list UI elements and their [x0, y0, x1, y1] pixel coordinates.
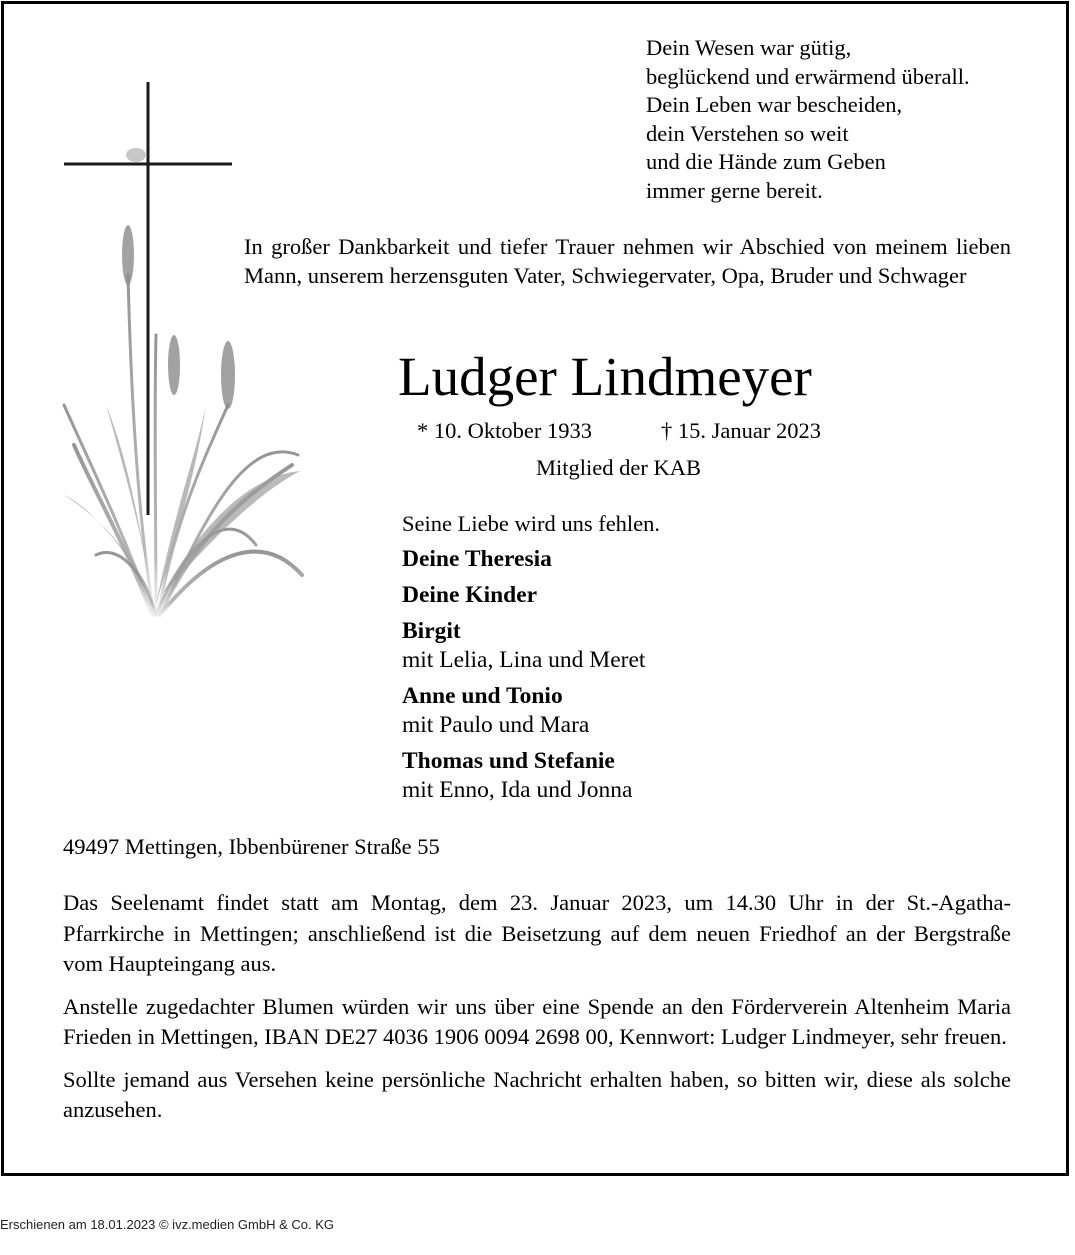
deceased-name: Ludger Lindmeyer — [398, 346, 812, 407]
mourner-name: Birgit — [402, 618, 461, 644]
poem-line: dein Verstehen so weit — [646, 120, 849, 146]
birth-date: * 10. Oktober 1933 — [417, 418, 592, 443]
mourner-family: mit Paulo und Mara — [402, 712, 590, 738]
mourners-lead-text: Seine Liebe wird uns fehlen. — [402, 511, 661, 536]
mourner-name: Deine Theresia — [402, 546, 552, 572]
publication-footer: Erschienen am 18.01.2023 © ivz.medien GmbH & Co. KG — [0, 1217, 335, 1232]
mourners-list — [402, 509, 1022, 812]
mourner-family: mit Lelia, Lina und Meret — [402, 647, 646, 673]
notice-paragraphs — [63, 888, 1011, 1138]
poem-line: Dein Leben war bescheiden, — [646, 92, 903, 118]
mourner-group — [402, 747, 1022, 805]
death-date: † 15. Januar 2023 — [661, 418, 821, 443]
mourner-family: mit Enno, Ida und Jonna — [402, 777, 633, 803]
notification-paragraph: Sollte jemand aus Versehen keine persönliche Nachricht erhalten haben, so bitten wir, diese als solche anzusehen. — [63, 1066, 1011, 1122]
mourner-name: Thomas und Stefanie — [402, 748, 615, 774]
poem-line: und die Hände zum Geben — [646, 149, 886, 175]
funeral-service-paragraph: Das Seelenamt findet statt am Montag, dem 23. Januar 2023, um 14.30 Uhr in der St.-Agatha-Pfarrkirche in Mettingen; anschließend ist die Beisetzung auf dem neuen Friedhof an der Bergstraße vom Haupteingang aus. — [63, 890, 1011, 976]
mourner-group — [402, 545, 1022, 574]
poem-line: immer gerne bereit. — [646, 177, 823, 203]
mourner-name: Anne und Tonio — [402, 683, 563, 709]
poem-line: beglückend und erwärmend überall. — [646, 63, 970, 89]
membership-note: Mitglied der KAB — [536, 455, 701, 480]
mourner-group — [402, 682, 1022, 740]
mourner-group — [402, 617, 1022, 675]
poem-line: Dein Wesen war gütig, — [646, 35, 852, 60]
family-address: 49497 Mettingen, Ibbenbürener Straße 55 — [63, 834, 440, 859]
farewell-intro-text: In großer Dankbarkeit und tiefer Trauer nehmen wir Abschied von meinem lieben Mann, unserem herzensguten Vater, Schwiegervater, Opa, Bruder und Schwager — [244, 234, 1011, 288]
cross-with-reeds-icon — [56, 75, 316, 635]
mourner-group — [402, 581, 1022, 610]
donation-paragraph: Anstelle zugedachter Blumen würden wir uns über eine Spende an den Förderverein Altenheim Maria Frieden in Mettingen, IBAN DE27 4036 1906 0094 2698 00, Kennwort: Ludger Lindmeyer, sehr freuen. — [63, 993, 1011, 1049]
memorial-poem — [646, 34, 1046, 206]
mourner-name: Deine Kinder — [402, 582, 538, 608]
